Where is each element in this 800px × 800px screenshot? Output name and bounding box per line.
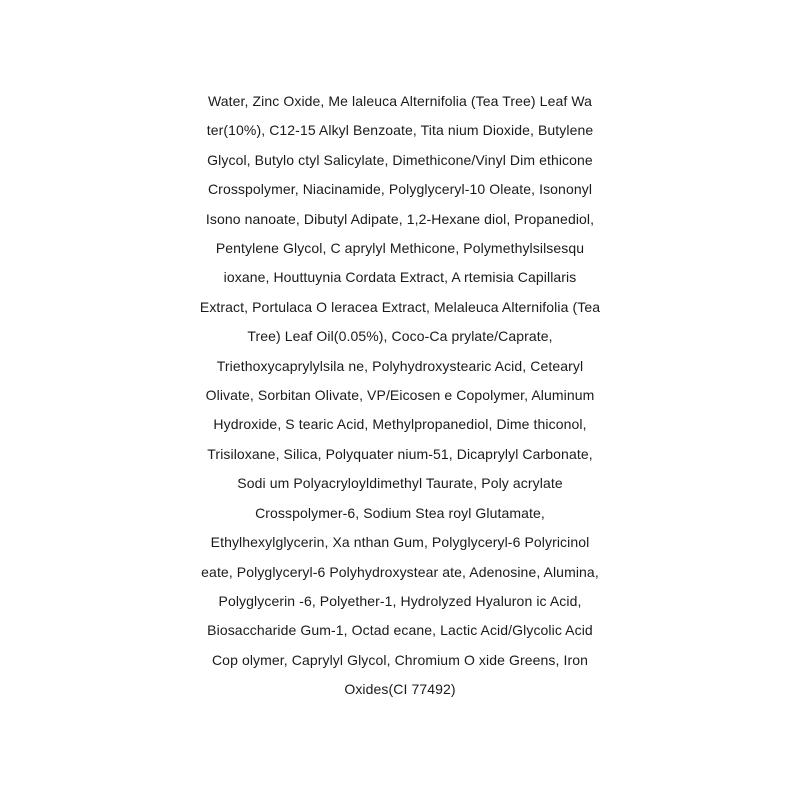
ingredient-line: Trisiloxane, Silica, Polyquater nium-51, Dicaprylyl Carbonate, — [207, 445, 593, 462]
ingredient-line: Isono nanoate, Dibutyl Adipate, 1,2-Hexane diol, Propanediol, — [205, 210, 595, 227]
ingredient-line: Glycol, Butylo ctyl Salicylate, Dimethicone/Vinyl Dim ethicone — [207, 151, 593, 168]
ingredient-line: Pentylene Glycol, C aprylyl Methicone, Polymethylsilsesqu — [215, 240, 585, 257]
ingredient-line: Olivate, Sorbitan Olivate, VP/Eicosen e Copolymer, Aluminum — [205, 387, 595, 404]
ingredient-line: Cop olymer, Caprylyl Glycol, Chromium O xide Greens, Iron — [211, 651, 589, 668]
ingredients-list — [0, 87, 800, 705]
ingredient-line: Biosaccharide Gum-1, Octad ecane, Lactic Acid/Glycolic Acid — [207, 622, 593, 639]
ingredient-line: Hydroxide, S tearic Acid, Methylpropanediol, Dime thiconol, — [213, 416, 587, 433]
ingredient-line: Water, Zinc Oxide, Me laleuca Alternifolia (Tea Tree) Leaf Wa — [208, 93, 592, 109]
ingredient-line: ioxane, Houttuynia Cordata Extract, A rtemisia Capillaris — [223, 269, 577, 286]
ingredient-line: Crosspolymer, Niacinamide, Polyglyceryl-10 Oleate, Isononyl — [207, 181, 593, 198]
ingredient-line: Extract, Portulaca O leracea Extract, Melaleuca Alternifolia (Tea — [199, 298, 601, 315]
ingredient-line: Sodi um Polyacryloyldimethyl Taurate, Poly acrylate — [237, 475, 563, 492]
ingredient-line: ter(10%), C12-15 Alkyl Benzoate, Tita nium Dioxide, Butylene — [206, 122, 594, 139]
ingredient-line: Crosspolymer-6, Sodium Stea royl Glutamate, — [255, 504, 545, 521]
ingredient-line: Triethoxycaprylylsila ne, Polyhydroxystearic Acid, Cetearyl — [216, 357, 584, 374]
ingredient-line: Tree) Leaf Oil(0.05%), Coco-Ca prylate/Caprate, — [247, 328, 553, 345]
ingredient-line: Ethylhexylglycerin, Xa nthan Gum, Polyglyceryl-6 Polyricinol — [210, 534, 590, 551]
ingredient-line: eate, Polyglyceryl-6 Polyhydroxystear ate, Adenosine, Alumina, — [201, 563, 599, 580]
ingredient-line: Oxides(CI 77492) — [344, 681, 456, 698]
ingredient-line: Polyglycerin -6, Polyether-1, Hydrolyzed Hyaluron ic Acid, — [218, 592, 582, 609]
